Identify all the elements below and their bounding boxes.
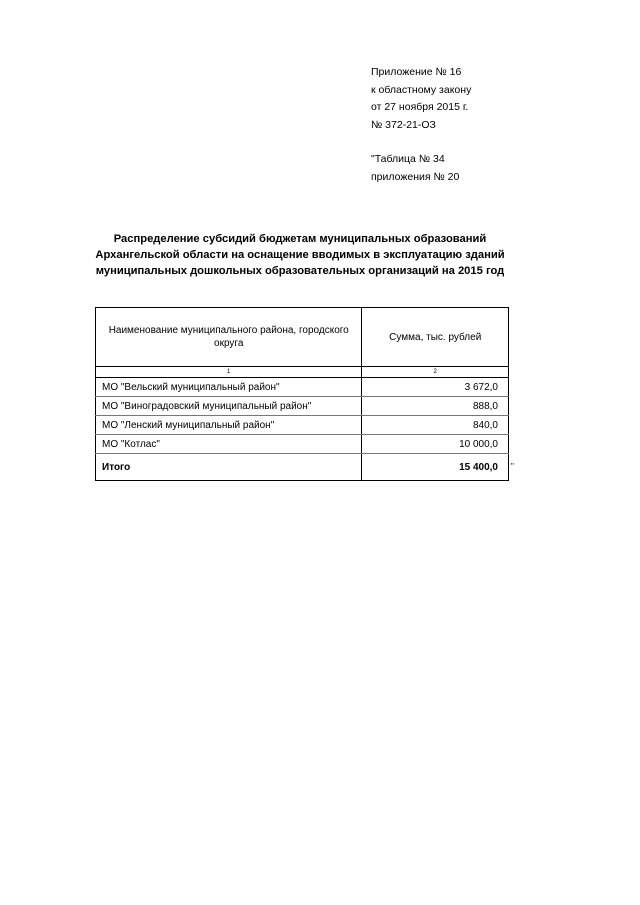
total-label: Итого	[96, 454, 362, 481]
appendix-header	[371, 64, 471, 186]
title-line: муниципальных дошкольных образовательных организаций на 2015 год	[95, 265, 505, 277]
municipality-name: МО "Ленский муниципальный район"	[96, 416, 362, 435]
document-title	[80, 231, 520, 279]
subsidy-amount: 10 000,0	[362, 435, 509, 454]
column-number-row	[96, 367, 509, 378]
total-amount: 15 400,0	[362, 454, 509, 481]
table-row	[96, 397, 509, 416]
table-row	[96, 416, 509, 435]
appendix-line: № 372-21-ОЗ	[371, 118, 436, 131]
subsidy-amount: 840,0	[362, 416, 509, 435]
municipality-name: МО "Котлас"	[96, 435, 362, 454]
table-row	[96, 435, 509, 454]
municipality-name: МО "Виноградовский муниципальный район"	[96, 397, 362, 416]
column-number: 2	[362, 367, 509, 378]
closing-quote: "	[511, 462, 514, 471]
appendix-line: Приложение № 16	[371, 66, 462, 78]
subsidy-table	[95, 307, 509, 481]
subsidy-amount: 3 672,0	[362, 378, 509, 397]
title-line: Архангельской области на оснащение вводимых в эксплуатацию зданий	[95, 249, 505, 261]
total-row	[96, 454, 509, 481]
header-name-cell: Наименование муниципального района, городского округа	[96, 308, 362, 367]
header-sum-cell: Сумма, тыс. рублей	[362, 308, 509, 367]
table-header-row	[96, 308, 509, 367]
title-line: Распределение субсидий бюджетам муниципальных образований	[113, 233, 487, 245]
table-reference-line: приложения № 20	[371, 170, 460, 183]
subsidy-amount: 888,0	[362, 397, 509, 416]
table-reference-line: "Таблица № 34	[371, 153, 445, 165]
column-number: 1	[96, 367, 362, 378]
table-row	[96, 378, 509, 397]
appendix-line: к областному закону	[371, 83, 472, 96]
municipality-name: МО "Вельский муниципальный район"	[96, 378, 362, 397]
appendix-line: от 27 ноября 2015 г.	[371, 101, 469, 113]
